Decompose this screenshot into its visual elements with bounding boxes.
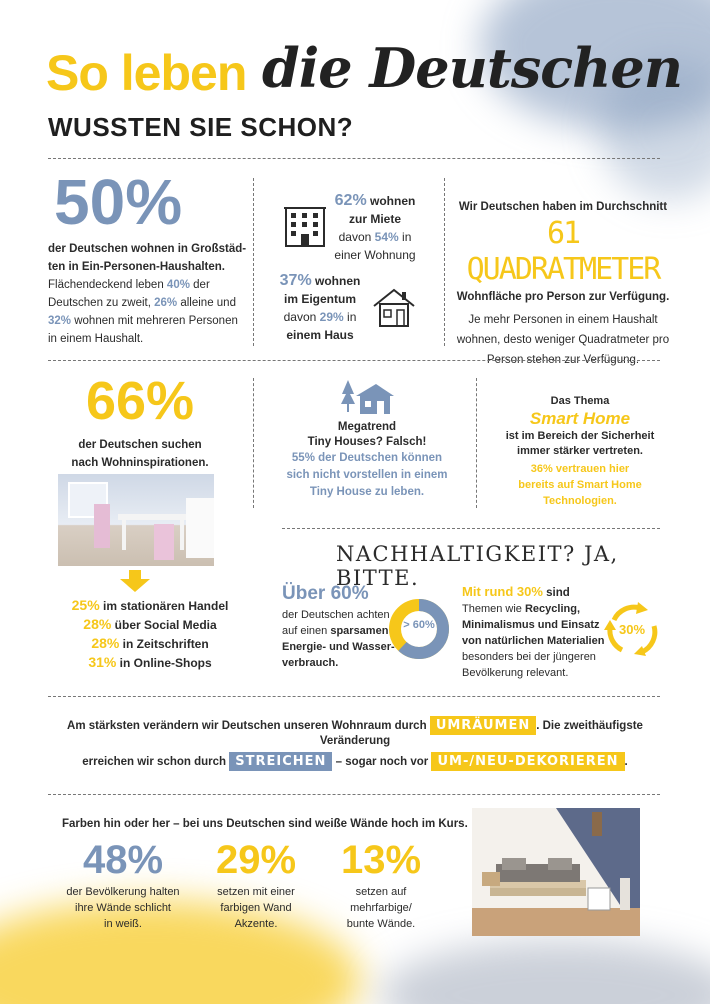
divider-vertical <box>476 378 477 508</box>
stat-block-tiny-house <box>262 420 472 501</box>
stat-block-62 <box>330 192 420 264</box>
stat-text: von natürlichen Materialien <box>462 635 605 647</box>
stat-text: mehrfarbige/ <box>350 902 412 914</box>
highlight-dekorieren: UM-/NEU-DEKORIEREN <box>431 752 624 771</box>
arrow-down-icon <box>120 570 150 597</box>
stat-block-smart-home <box>480 394 680 509</box>
change-line-1: Am stärksten verändern wir Deutschen unseren Wohnraum durch UMRÄUMEN . Die zweithäufigste Veränderung <box>67 718 643 747</box>
page-title-script: die Deutschen <box>262 36 682 100</box>
stat-block-30 <box>462 584 612 681</box>
list-item: 28% in Zeitschriften <box>91 635 209 651</box>
stat-text: sich nicht vorstellen in einem <box>286 469 448 481</box>
stat-block-66 <box>40 371 240 472</box>
highlight-umraeumen: UMRÄUMEN <box>430 716 536 735</box>
stat-text: in einem Haushalt. <box>48 333 144 345</box>
stat-text: Tiny Houses? Falsch! <box>307 436 427 448</box>
stat-text: Je mehr Personen in einem Haushalt <box>468 314 658 326</box>
list-item: 25% im stationären Handel <box>71 597 229 613</box>
divider <box>282 528 660 529</box>
stat-highlight: Smart Home <box>529 409 631 428</box>
donut-label: > 60% <box>403 619 435 631</box>
stat-text: davon 54% in <box>338 230 412 244</box>
sustainability-heading: NACHHALTIGKEIT? JA, BITTE. <box>336 542 619 590</box>
stat-text: Megatrend <box>337 421 397 433</box>
stat-text: Bevölkerung relevant. <box>462 667 569 679</box>
stat-text: 55% der Deutschen können <box>291 452 443 464</box>
stat-value: 50% <box>54 166 183 238</box>
stat-text: wohnen, desto weniger Quadratmeter pro <box>456 334 670 346</box>
stat-text: besonders bei der jüngeren <box>462 651 596 663</box>
stat-text: 62% wohnen <box>334 192 416 209</box>
divider <box>48 794 660 795</box>
divider-vertical <box>444 178 445 346</box>
stat-text: der Bevölkerung halten <box>66 886 180 898</box>
stat-value: 48% <box>82 838 164 882</box>
stat-text: Tiny House zu leben. <box>309 486 425 498</box>
watercolor-splash-gray <box>380 940 710 1004</box>
walls-heading: Farben hin oder her – bei uns Deutschen sind weiße Wände hoch im Kurs. <box>62 818 468 830</box>
highlight-streichen: STREICHEN <box>229 752 332 771</box>
stat-text: Akzente. <box>234 918 278 930</box>
walls-stat-48 <box>58 840 188 932</box>
stat-block-ueber-60 <box>282 584 402 671</box>
stat-block-50 <box>48 166 248 348</box>
walls-stat-13 <box>326 840 436 932</box>
stat-value: 29% <box>215 838 297 882</box>
donut-chart <box>388 598 450 660</box>
stat-block-61qm <box>448 198 678 370</box>
stat-text: 32% wohnen mit mehreren Personen <box>48 315 238 327</box>
stat-text: Person stehen zur Verfügung. <box>486 354 640 366</box>
divider <box>48 158 660 159</box>
stat-value: 13% <box>340 838 422 882</box>
page-title: So leben <box>46 45 247 101</box>
room-photo-sofa <box>472 808 640 936</box>
stat-text: ten in Ein-Personen-Haushalten. <box>48 261 225 273</box>
stat-text: nach Wohninspirationen. <box>71 457 209 469</box>
stat-text: einem Haus <box>286 328 354 342</box>
stat-text: Energie- und Wasser- <box>282 641 395 653</box>
divider <box>48 696 660 697</box>
stat-text: Wohnfläche pro Person zur Verfügung. <box>456 291 670 303</box>
stat-text: zur Miete <box>348 212 401 226</box>
stat-text: davon 29% in <box>283 310 357 324</box>
stat-text: Minimalismus und Einsatz <box>462 619 600 631</box>
stat-text: Wir Deutschen haben im Durchschnitt <box>458 201 668 213</box>
page-subtitle: WUSSTEN SIE SCHON? <box>48 112 354 142</box>
stat-text: setzen mit einer <box>217 886 295 898</box>
stat-text: auf einen sparsamen <box>282 625 389 637</box>
stat-text: einer Wohnung <box>334 248 416 262</box>
channel-list <box>60 596 240 672</box>
stat-text: der Deutschen suchen <box>78 439 202 451</box>
list-item: 28% über Social Media <box>83 616 217 632</box>
stat-text: bereits auf Smart Home <box>518 479 642 491</box>
recycle-icon <box>600 598 664 662</box>
list-item: 31% in Online-Shops <box>88 654 212 670</box>
divider <box>48 360 660 361</box>
room-photo-table <box>58 474 214 566</box>
stat-text: verbrauch. <box>282 657 339 669</box>
stat-text: in weiß. <box>104 918 142 930</box>
stat-value: Über 60% <box>282 583 369 604</box>
stat-text: immer stärker vertreten. <box>517 445 643 457</box>
divider-vertical <box>253 378 254 508</box>
stat-text: bunte Wände. <box>346 918 416 930</box>
stat-text: Deutschen zu zweit, 26% alleine und <box>48 297 236 309</box>
walls-stat-29 <box>196 840 316 932</box>
tiny-house-icon <box>340 378 396 418</box>
stat-text: der Deutschen wohnen in Großstäd- <box>48 243 247 255</box>
stat-text: Themen wie Recycling, <box>462 603 581 615</box>
stat-text: 37% wohnen <box>279 272 361 289</box>
recycle-label: 30% <box>618 622 646 637</box>
stat-text: im Eigentum <box>283 292 356 306</box>
stat-block-37 <box>270 272 370 344</box>
stat-value: 61 QUADRATMETER <box>466 216 660 287</box>
stat-text: der Deutschen achten <box>282 609 390 621</box>
change-line-2: erreichen wir schon durch STREICHEN – sogar noch vor UM-/NEU-DEKORIEREN . <box>82 754 628 769</box>
stat-text: Technologien. <box>543 495 617 507</box>
stat-text: setzen auf <box>355 886 407 898</box>
stat-text: Flächendeckend leben 40% der <box>48 279 210 291</box>
stat-text: farbigen Wand <box>220 902 292 914</box>
stat-text: Das Thema <box>550 395 610 407</box>
house-icon <box>372 286 416 328</box>
stat-text: ist im Bereich der Sicherheit <box>505 430 655 442</box>
apartment-building-icon <box>282 202 328 248</box>
divider-vertical <box>253 178 254 346</box>
stat-value: 66% <box>85 371 195 431</box>
stat-text: Mit rund 30% sind <box>462 584 570 599</box>
stat-text: 36% vertrauen hier <box>530 463 630 475</box>
stat-text: ihre Wände schlicht <box>75 902 171 914</box>
